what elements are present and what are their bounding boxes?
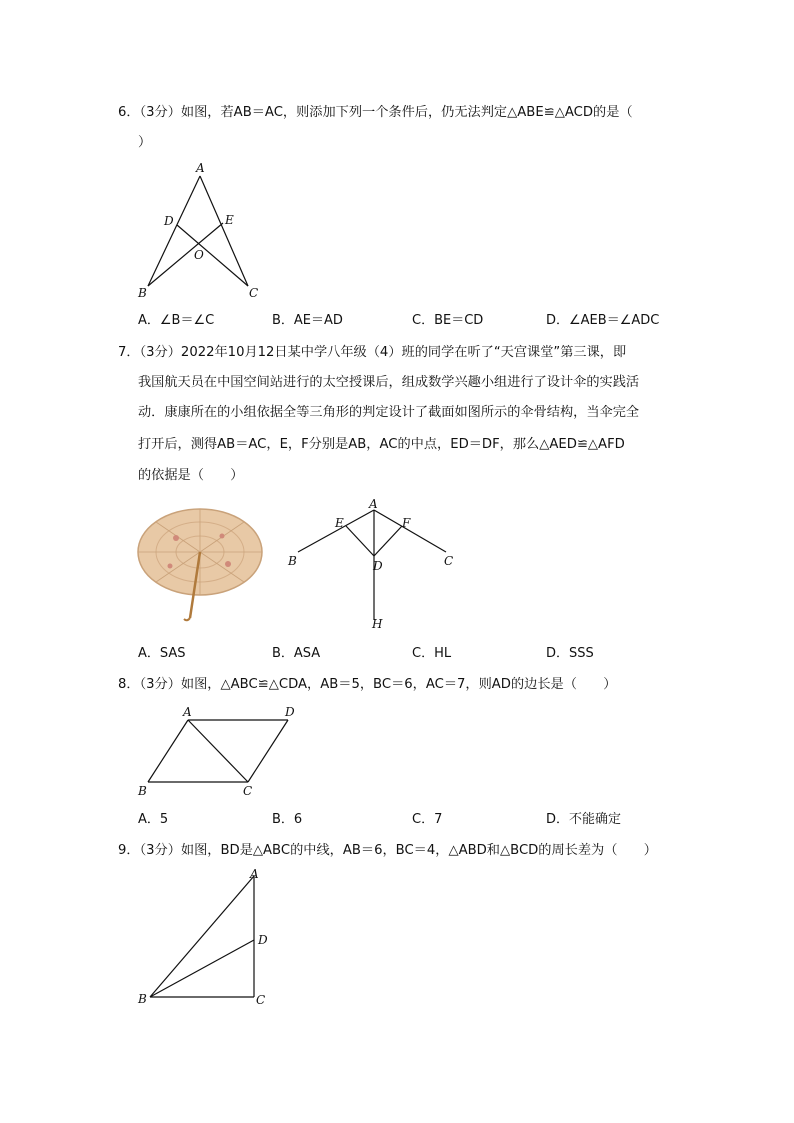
q8-line-1: 8．（3分）如图，△ABC≌△CDA，AB＝5，BC＝6，AC＝7，则AD的边长是（ ） [118,677,617,692]
q8-label-b: B [138,784,147,798]
q8-label-c: C [243,784,253,798]
q6-label-e: E [225,213,234,227]
q9-label-a: A [250,867,259,881]
q9-segment-bd [150,940,254,997]
q6-line-1: 6．（3分）如图，若AB＝AC，则添加下列一个条件后，仍无法判定△ABE≌△ACD的是（ [118,105,633,120]
q9-line-1: 9．（3分）如图，BD是△ABC的中线，AB＝6，BC＝4，△ABD和△BCD的周长差为（ ） [118,843,657,858]
q7-line-4: 打开后，测得AB＝AC，E，F分别是AB，AC的中点，ED＝DF，那么△AED≌△AFD [138,437,625,452]
q6-segment-cd [177,225,248,286]
q8-figure [130,702,310,806]
q7-figure [280,496,465,640]
q7-label-b: B [288,554,297,568]
q7-label-d: D [373,559,383,573]
q7-option-c: C．HL [412,646,452,661]
q8-segment-ac [188,720,248,782]
q7-label-h: H [372,617,383,631]
q7-segment-ed [346,526,374,556]
q6-line-2: ） [138,135,152,150]
q9-segment-ab [150,876,254,997]
q7-label-e: E [335,516,344,530]
q6-option-a: A．∠B＝∠C [138,313,215,328]
q8-segment-ab [148,720,188,782]
q9-label-b: B [138,992,147,1006]
q6-option-d: D．∠AEB＝∠ADC [546,313,660,328]
umbrella-photo [136,506,268,628]
q7-option-d: D．SSS [546,646,594,661]
q7-option-a: A．SAS [138,646,186,661]
q6-option-c: C．BE＝CD [412,313,484,328]
q6-option-b: B．AE＝AD [272,313,343,328]
q6-segment-ac [200,176,248,286]
q9-label-d: D [258,933,268,947]
q9-figure [130,864,280,1013]
q9-label-c: C [256,993,266,1007]
q7-label-c: C [444,554,454,568]
q7-label-a: A [369,497,378,511]
q6-segment-ab [148,176,200,286]
q8-label-a: A [183,705,192,719]
q7-line-2: 我国航天员在中国空间站进行的太空授课后，组成数学兴趣小组进行了设计伞的实践活 [138,375,640,390]
q7-line-5: 的依据是（ ） [138,468,244,483]
q6-figure [130,158,270,307]
q7-segment-fd [374,526,402,556]
q8-option-b: B．6 [272,812,303,827]
q6-label-d: D [164,214,174,228]
q6-label-b: B [138,286,147,300]
q7-label-f: F [402,516,411,530]
q8-option-d: D．不能确定 [546,812,622,827]
q8-segment-dc [248,720,288,782]
q7-line-3: 动．康康所在的小组依据全等三角形的判定设计了截面如图所示的伞骨结构，当伞完全 [138,405,640,420]
q8-option-c: C．7 [412,812,443,827]
q6-label-c: C [249,286,259,300]
q8-option-a: A．5 [138,812,169,827]
q6-label-a: A [196,161,205,175]
q8-label-d: D [285,705,295,719]
q6-label-o: O [194,248,204,262]
q7-option-b: B．ASA [272,646,321,661]
q7-line-1: 7．（3分）2022年10月12日某中学八年级（4）班的同学在听了“天宫课堂”第三课，即 [118,345,627,360]
